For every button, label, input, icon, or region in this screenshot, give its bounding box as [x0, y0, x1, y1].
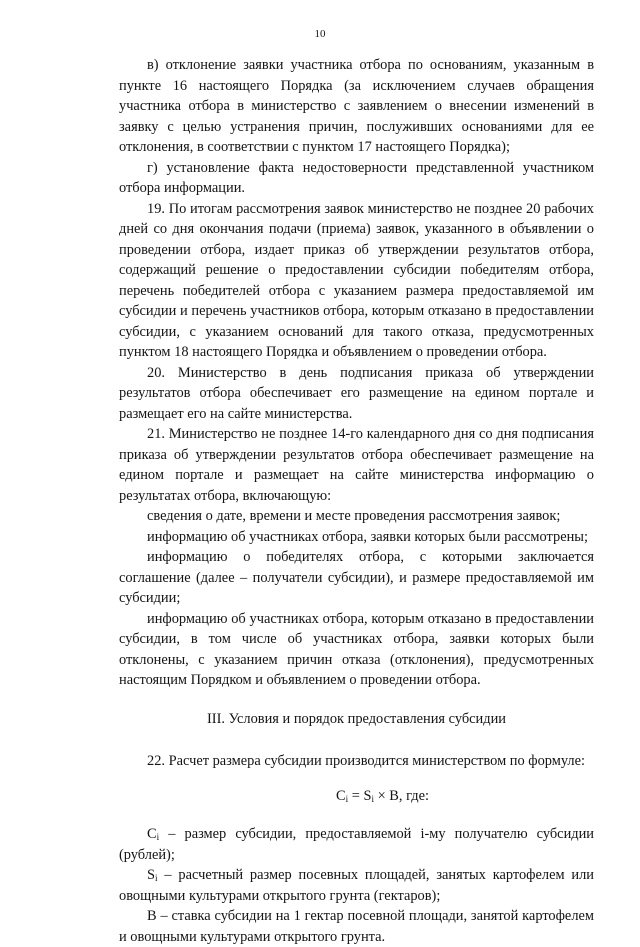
def-sub: i: [156, 832, 160, 842]
formula-c-sub: i: [345, 793, 349, 804]
page-number: 10: [314, 28, 326, 40]
formula-rest: × B, где:: [373, 787, 429, 804]
formula: [119, 786, 594, 807]
definition-c: [119, 824, 594, 865]
def-text: – ставка субсидии на 1 гектар посевной площади, занятой картофелем и овощными культурами открытого грунта.: [119, 908, 594, 945]
definition-s: [119, 865, 594, 906]
list-item-participants: информацию об участниках отбора, заявки которых были рассмотрены;: [147, 528, 588, 545]
list-item-winners: информацию о победителях отбора, с которыми заключается соглашение (далее – получатели субсидии), и размере предоставляемой им субсидии;: [119, 549, 594, 606]
formula-eq: =: [348, 787, 364, 804]
definition-b: [119, 906, 594, 947]
def-symbol: S: [147, 867, 156, 883]
formula-s: S: [363, 787, 372, 804]
paragraph-21: 21. Министерство не позднее 14-го календарного дня со дня подписания приказа об утверждении результатов отбора обеспечивает размещение на едином портале и размещает на сайте министерства информацию о результатах отбора, включающую:: [119, 426, 594, 504]
list-item-dates: сведения о дате, времени и месте проведения рассмотрения заявок;: [147, 508, 561, 524]
paragraph-g: г) установление факта недостоверности представленной участником отбора информации.: [119, 159, 594, 196]
def-symbol: B: [147, 908, 157, 924]
def-symbol: C: [147, 826, 157, 842]
list-item-rejected: информацию об участниках отбора, которым отказано в предоставлении субсидии, в том числе об участниках отбора, заявки которых были отклонены, с указанием причин отказа (отклонения), предусмотренных настоящим Порядком и объявлением о проведении отбора.: [119, 610, 594, 688]
section-heading: III. Условия и порядок предоставления субсидии: [207, 710, 506, 727]
paragraph-20: 20. Министерство в день подписания приказа об утверждении результатов отбора обеспечивает его размещение на едином портале и размещает его на сайте министерства.: [119, 364, 594, 422]
paragraph-v: в) отклонение заявки участника отбора по основаниям, указанным в пункте 16 настоящего Порядка (за исключением случаев обращения участника отбора в министерство с заявлением о внесении изменений в заявку с целью устранения причин, послуживших основаниями для ее отклонения, в соответствии с пунктом 17 настоящего Порядка);: [119, 57, 594, 155]
formula-intro: 22. Расчет размера субсидии производится министерством по формуле:: [147, 753, 585, 769]
def-text: – расчетный размер посевных площадей, занятых картофелем или овощными культурами открытого грунта (гектаров);: [119, 867, 594, 904]
def-text: – размер субсидии, предоставляемой i-му получателю субсидии (рублей);: [119, 826, 594, 863]
document-body: [119, 55, 594, 947]
paragraph-19: 19. По итогам рассмотрения заявок министерство не позднее 20 рабочих дней со дня окончания подачи (приема) заявок, указанного в объявлении о проведении отбора, издает приказ об утверждении результатов отбора, содержащий решение о предоставлении субсидии победителям отбора, перечень победителей отбора с указанием размера предоставляемой им субсидии и перечень участников отбора, которым отказано в предоставлении субсидии, с указанием оснований для такого отказа, предусмотренных пунктом 18 настоящего Порядка и объявлением о проведении отбора.: [119, 200, 594, 360]
def-sub: i: [155, 873, 158, 883]
formula-s-sub: i: [371, 793, 374, 804]
formula-c: C: [336, 787, 346, 804]
